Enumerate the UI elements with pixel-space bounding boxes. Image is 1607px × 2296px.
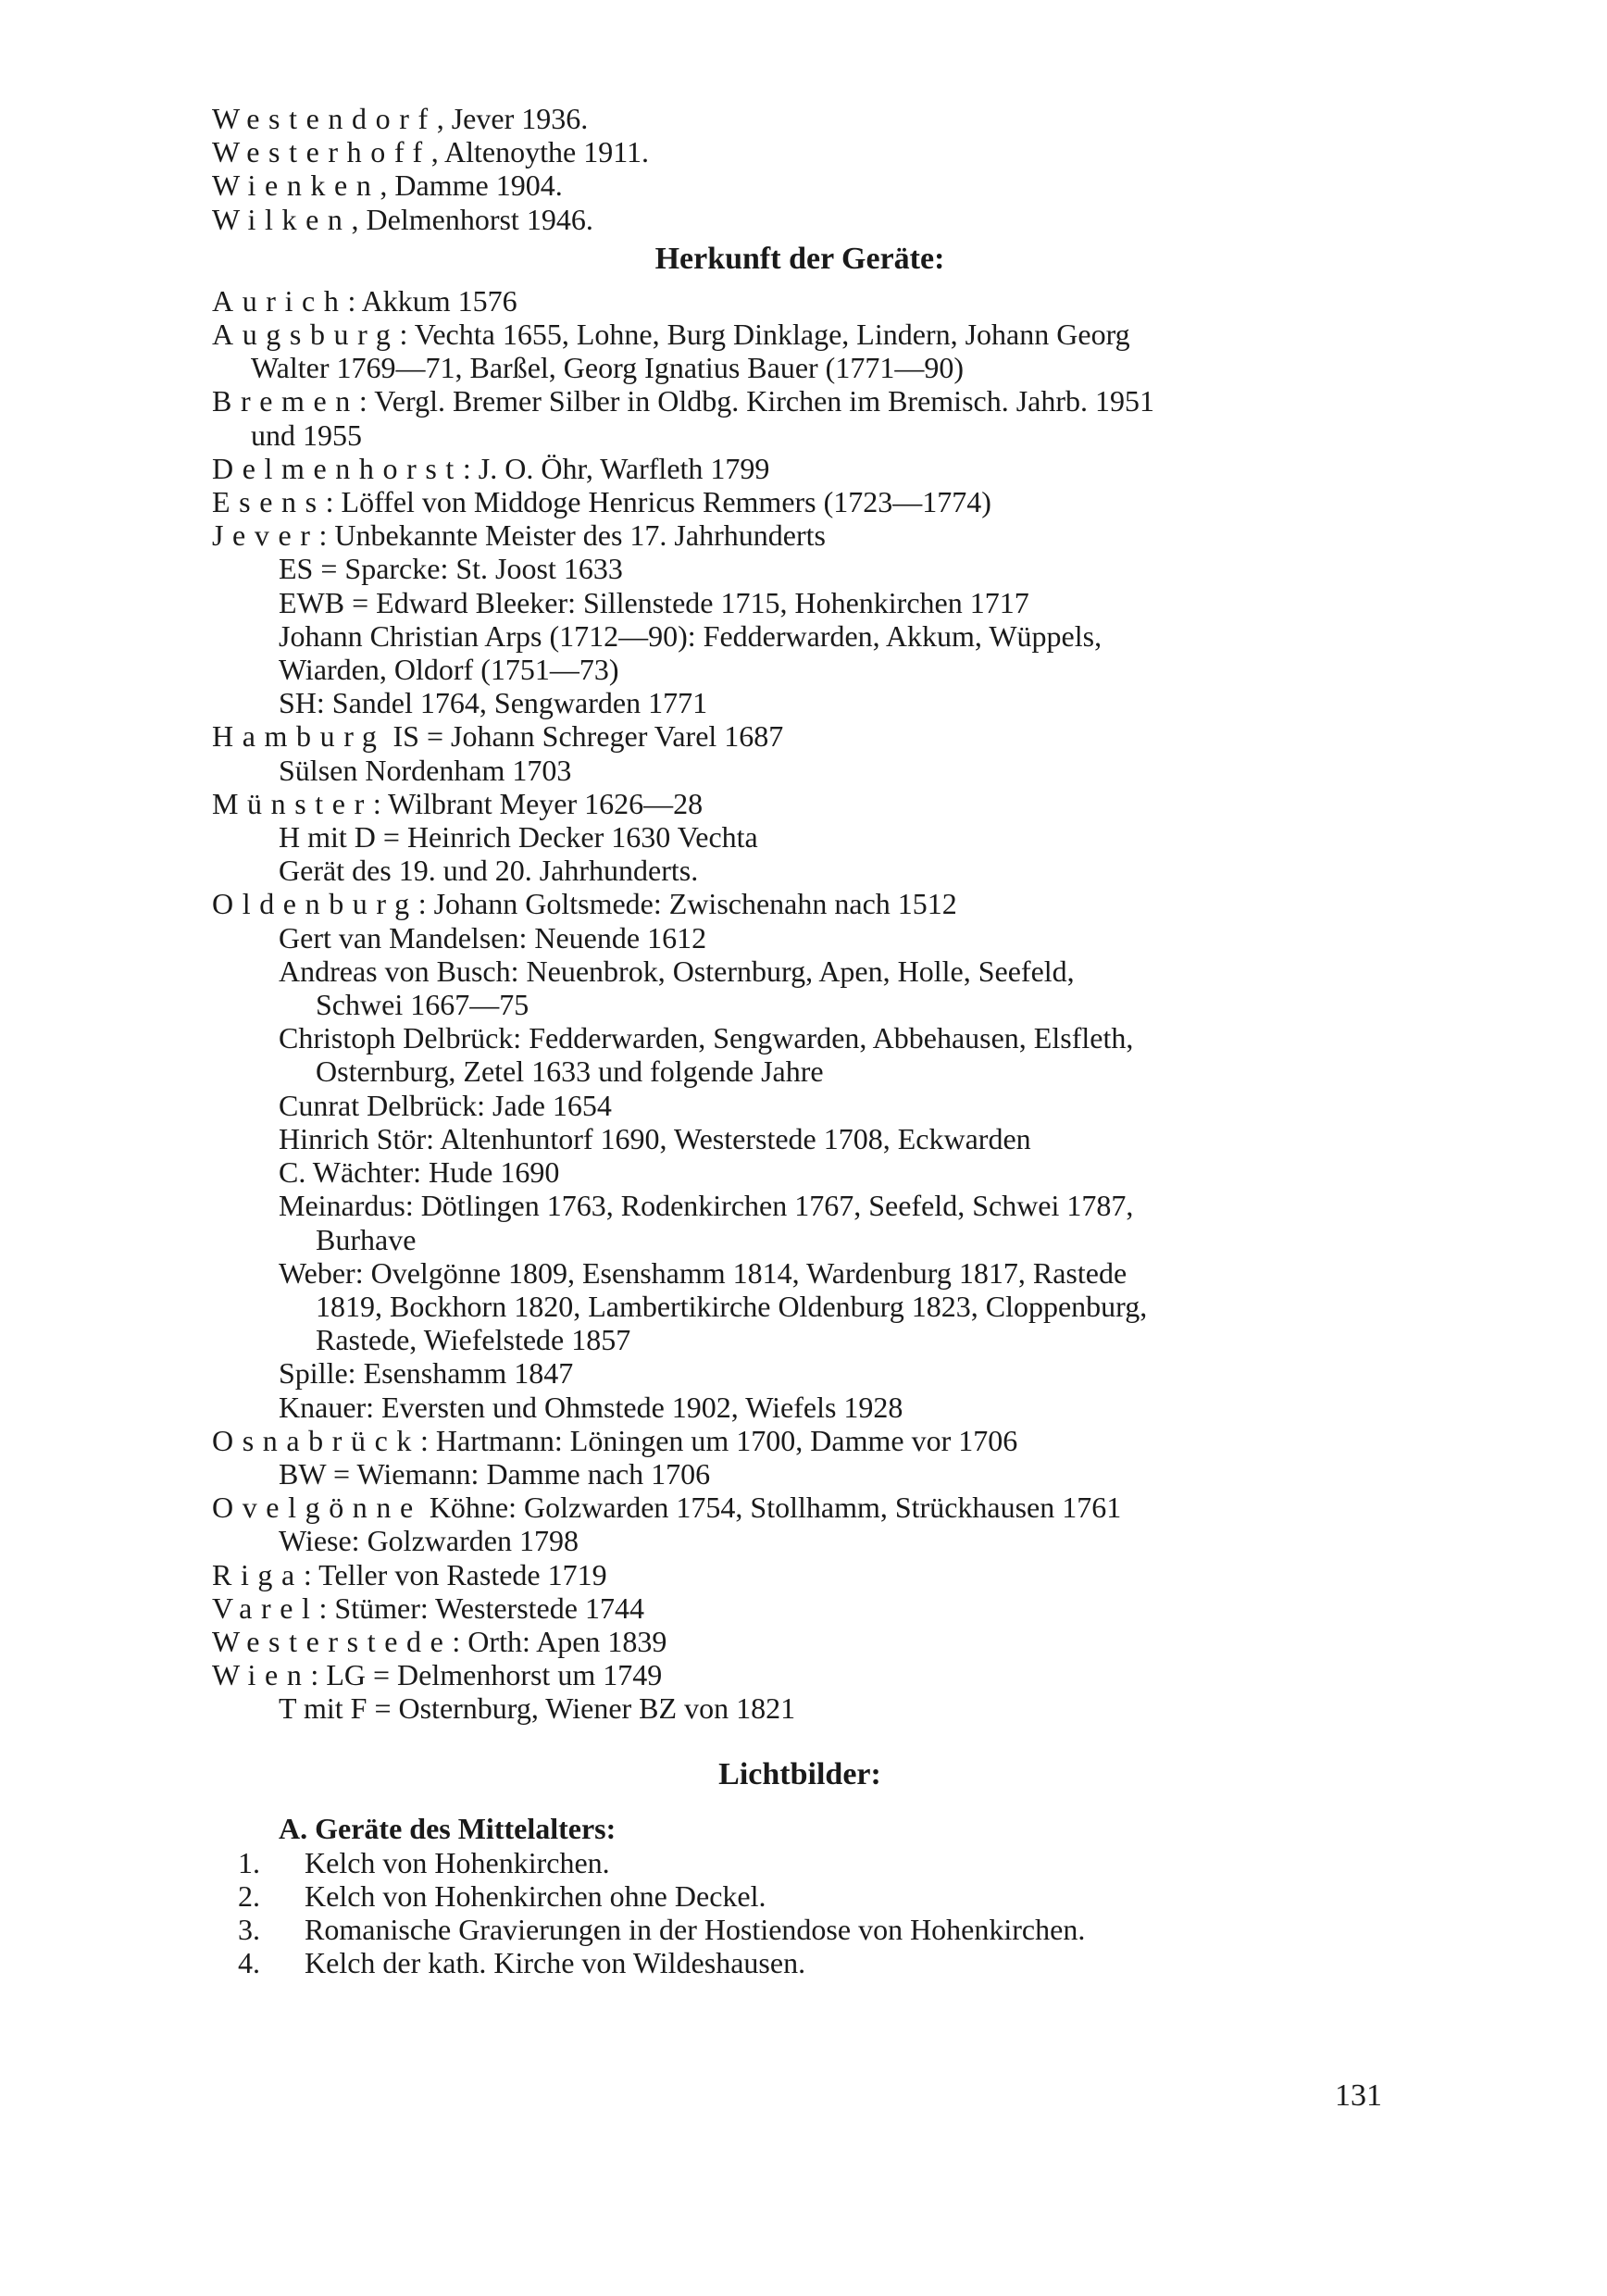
entry-varel: Varel: Stümer: Westerstede 1744 — [212, 1591, 644, 1625]
entry-osnabrueck: Osnabrück: Hartmann: Löningen um 1700, Damme vor 1706 — [212, 1423, 1018, 1457]
entry-jever: Jever: Unbekannte Meister des 17. Jahrhunderts — [212, 518, 826, 553]
entry-subline: Christoph Delbrück: Fedderwarden, Sengwarden, Abbehausen, Elsfleth, — [279, 1021, 1134, 1055]
entry-subline: T mit F = Osternburg, Wiener BZ von 1821 — [279, 1691, 796, 1726]
entry-subline: BW = Wiemann: Damme nach 1706 — [279, 1456, 711, 1491]
entry-subline: Sülsen Nordenham 1703 — [279, 753, 572, 787]
entry-subline: Gert van Mandelsen: Neuende 1612 — [279, 920, 707, 955]
entry-continuation: Rastede, Wiefelstede 1857 — [316, 1323, 631, 1357]
place-name: Wilken — [212, 202, 352, 236]
entry-subline: Knauer: Eversten und Ohmstede 1902, Wiefels 1928 — [279, 1390, 903, 1424]
place-name: Westerhoff — [212, 135, 431, 169]
entry-muenster: Münster: Wilbrant Meyer 1626—28 — [212, 786, 704, 820]
list-item: 1. Kelch von Hohenkirchen. — [238, 1845, 610, 1879]
entry-subline: Cunrat Delbrück: Jade 1654 — [279, 1088, 612, 1122]
entry-westerstede: Westerstede: Orth: Apen 1839 — [212, 1624, 667, 1658]
entry-continuation: und 1955 — [251, 418, 362, 452]
entry-subline: Andreas von Busch: Neuenbrok, Osternburg, Apen, Holle, Seefeld, — [279, 954, 1075, 988]
entry-subline: Meinardus: Dötlingen 1763, Rodenkirchen 1767, Seefeld, Schwei 1787, — [279, 1189, 1134, 1223]
entry-subline: Spille: Esenshamm 1847 — [279, 1356, 574, 1391]
entry-subline: C. Wächter: Hude 1690 — [279, 1155, 560, 1190]
entry-subline: ES = Sparcke: St. Joost 1633 — [279, 552, 623, 586]
entry-subline: EWB = Edward Bleeker: Sillenstede 1715, Hohenkirchen 1717 — [279, 585, 1029, 619]
entry-bremen: Bremen: Vergl. Bremer Silber in Oldbg. Kirchen im Bremisch. Jahrb. 1951 — [212, 384, 1155, 418]
entry-subline: Hinrich Stör: Altenhuntorf 1690, Westerstede 1708, Eckwarden — [279, 1121, 1031, 1155]
entry-subline: SH: Sandel 1764, Sengwarden 1771 — [279, 686, 708, 720]
entry-continuation: Burhave — [316, 1222, 417, 1256]
entry-subline: H mit D = Heinrich Decker 1630 Vechta — [279, 820, 758, 855]
entry-continuation: Schwei 1667—75 — [316, 988, 529, 1022]
list-item: 4. Kelch der kath. Kirche von Wildeshausen. — [238, 1946, 806, 1980]
section-heading-lichtbilder: Lichtbilder: — [718, 1756, 881, 1791]
document-page — [212, 102, 1388, 1979]
entry-augsburg: Augsburg: Vechta 1655, Lohne, Burg Dinklage, Lindern, Johann Georg — [212, 318, 1130, 352]
entry-riga: Riga: Teller von Rastede 1719 — [212, 1557, 607, 1591]
donor-line: Westendorf, Jever 1936. — [212, 102, 589, 135]
entry-wien: Wien: LG = Delmenhorst um 1749 — [212, 1658, 663, 1692]
herkunft-list — [212, 284, 1388, 1726]
page-number: 131 — [1335, 2078, 1382, 2113]
list-item: 2. Kelch von Hohenkirchen ohne Deckel. — [238, 1878, 766, 1913]
place-name: Westendorf — [212, 102, 437, 135]
entry-continuation: Osternburg, Zetel 1633 und folgende Jahre — [316, 1054, 824, 1089]
entry-ovelgoenne: Ovelgönne Köhne: Golzwarden 1754, Stollhamm, Strückhausen 1761 — [212, 1491, 1122, 1525]
entry-subline: Wiarden, Oldorf (1751—73) — [279, 653, 619, 687]
donor-line: Wilken, Delmenhorst 1946. — [212, 202, 593, 236]
place-name: Wienken — [212, 168, 380, 203]
entry-continuation: Walter 1769—71, Barßel, Georg Ignatius Bauer (1771—90) — [251, 351, 964, 385]
entry-oldenburg: Oldenburg: Johann Goltsmede: Zwischenahn nach 1512 — [212, 887, 957, 921]
donor-line: Wienken, Damme 1904. — [212, 168, 563, 203]
entry-subline: Johann Christian Arps (1712—90): Fedderwarden, Akkum, Wüppels, — [279, 618, 1102, 653]
entry-esens: Esens: Löffel von Middoge Henricus Remmers (1723—1774) — [212, 485, 991, 519]
entry-aurich: Aurich: Akkum 1576 — [212, 283, 517, 318]
donor-line: Westerhoff, Altenoythe 1911. — [212, 135, 650, 169]
entry-delmenhorst: Delmenhorst: J. O. Öhr, Warfleth 1799 — [212, 451, 770, 485]
donor-list — [212, 102, 1388, 236]
subheading-mittelalter: A. Geräte des Mittelalters: — [279, 1811, 617, 1845]
entry-continuation: 1819, Bockhorn 1820, Lambertikirche Oldenburg 1823, Cloppenburg, — [316, 1289, 1148, 1323]
entry-subline: Gerät des 19. und 20. Jahrhunderts. — [279, 854, 699, 888]
list-item: 3. Romanische Gravierungen in der Hostiendose von Hohenkirchen. — [238, 1912, 1086, 1946]
entry-subline: Wiese: Golzwarden 1798 — [279, 1524, 579, 1558]
entry-hamburg: Hamburg IS = Johann Schreger Varel 1687 — [212, 719, 784, 754]
entry-subline: Weber: Ovelgönne 1809, Esenshamm 1814, Wardenburg 1817, Rastede — [279, 1255, 1127, 1290]
section-heading-herkunft: Herkunft der Geräte: — [654, 241, 945, 276]
lichtbilder-list — [212, 1846, 1388, 1980]
